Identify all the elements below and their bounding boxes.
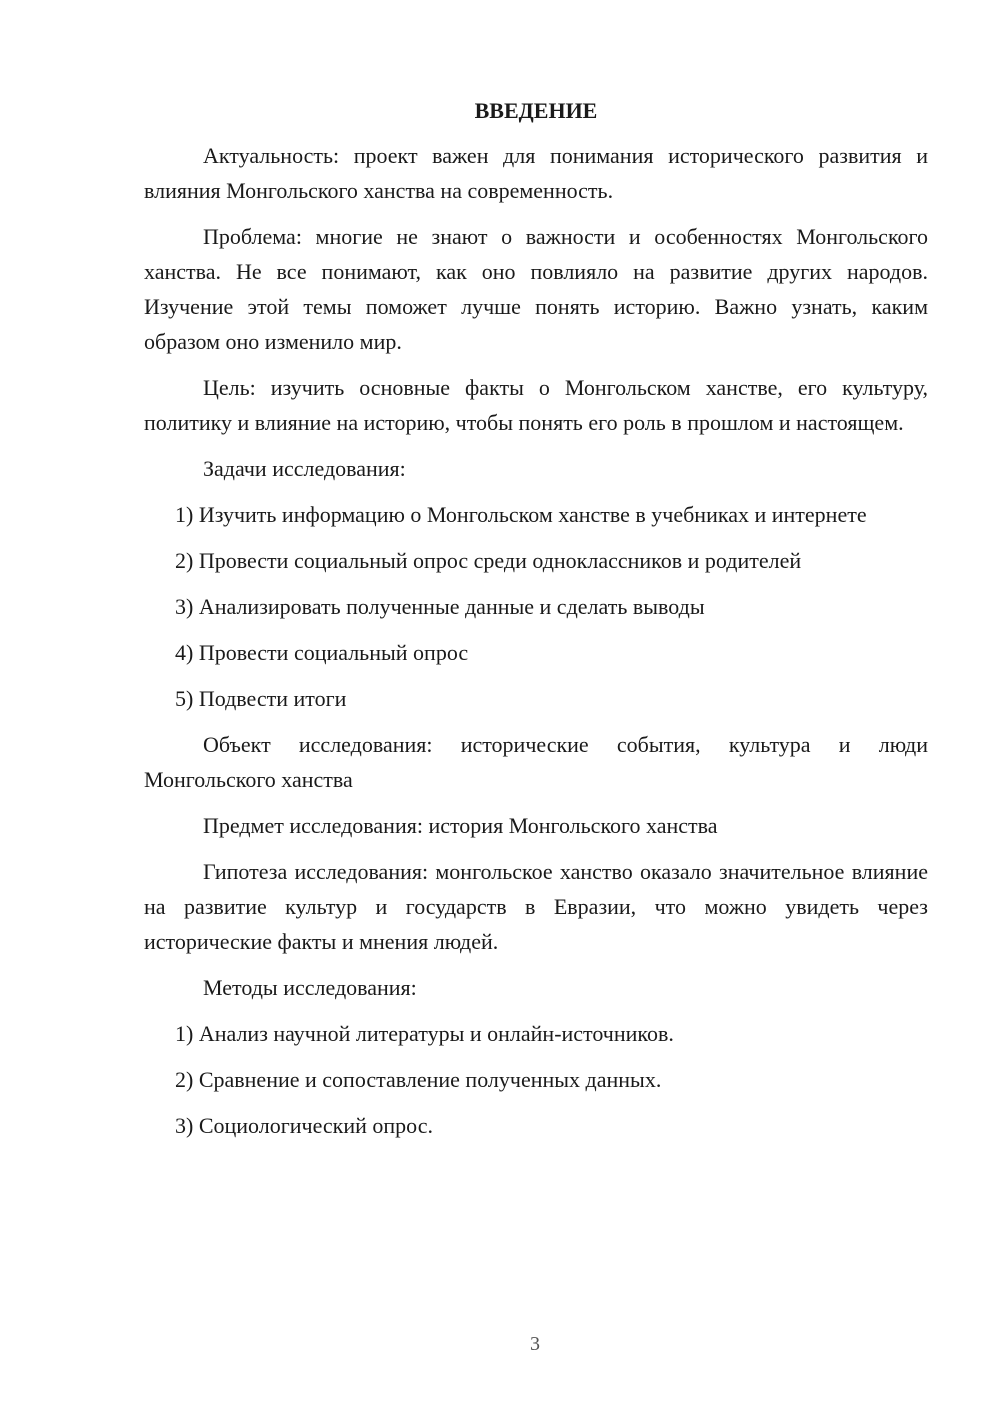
relevance-paragraph: Актуальность: проект важен для понимания исторического развития и влияния Монгольского ханства на современность. bbox=[144, 143, 928, 203]
method-item: 2) Сравнение и сопоставление полученных данных. bbox=[175, 1067, 662, 1092]
problem-paragraph: Проблема: многие не знают о важности и особенностях Монгольского ханства. Не все понимают, как оно повлияло на развитие других народов. Изучение этой темы поможет лучше понять историю. Важно узнать, каким образом оно изменило мир. bbox=[144, 224, 928, 354]
method-item: 1) Анализ научной литературы и онлайн-источников. bbox=[175, 1021, 674, 1046]
hypothesis-paragraph: Гипотеза исследования: монгольское ханство оказало значительное влияние на развитие культур и государств в Евразии, что можно увидеть через исторические факты и мнения людей. bbox=[144, 859, 928, 954]
task-item: 3) Анализировать полученные данные и сделать выводы bbox=[175, 594, 705, 619]
tasks-heading: Задачи исследования: bbox=[203, 456, 406, 481]
page-number: 3 bbox=[530, 1333, 540, 1355]
task-item: 4) Провести социальный опрос bbox=[175, 640, 469, 665]
goal-paragraph: Цель: изучить основные факты о Монгольском ханстве, его культуру, политику и влияние на историю, чтобы понять его роль в прошлом и настоящем. bbox=[144, 375, 928, 435]
task-item: 1) Изучить информацию о Монгольском ханстве в учебниках и интернете bbox=[175, 502, 867, 527]
section-heading: ВВЕДЕНИЕ bbox=[474, 98, 598, 123]
task-item: 2) Провести социальный опрос среди одноклассников и родителей bbox=[175, 548, 802, 573]
document-page bbox=[144, 96, 928, 1154]
method-item: 3) Социологический опрос. bbox=[175, 1113, 433, 1138]
task-item: 5) Подвести итоги bbox=[175, 686, 347, 711]
subject-paragraph: Предмет исследования: история Монгольского ханства bbox=[203, 813, 718, 838]
methods-heading: Методы исследования: bbox=[203, 975, 417, 1000]
object-paragraph: Объект исследования: исторические события, культура и люди Монгольского ханства bbox=[144, 732, 928, 792]
